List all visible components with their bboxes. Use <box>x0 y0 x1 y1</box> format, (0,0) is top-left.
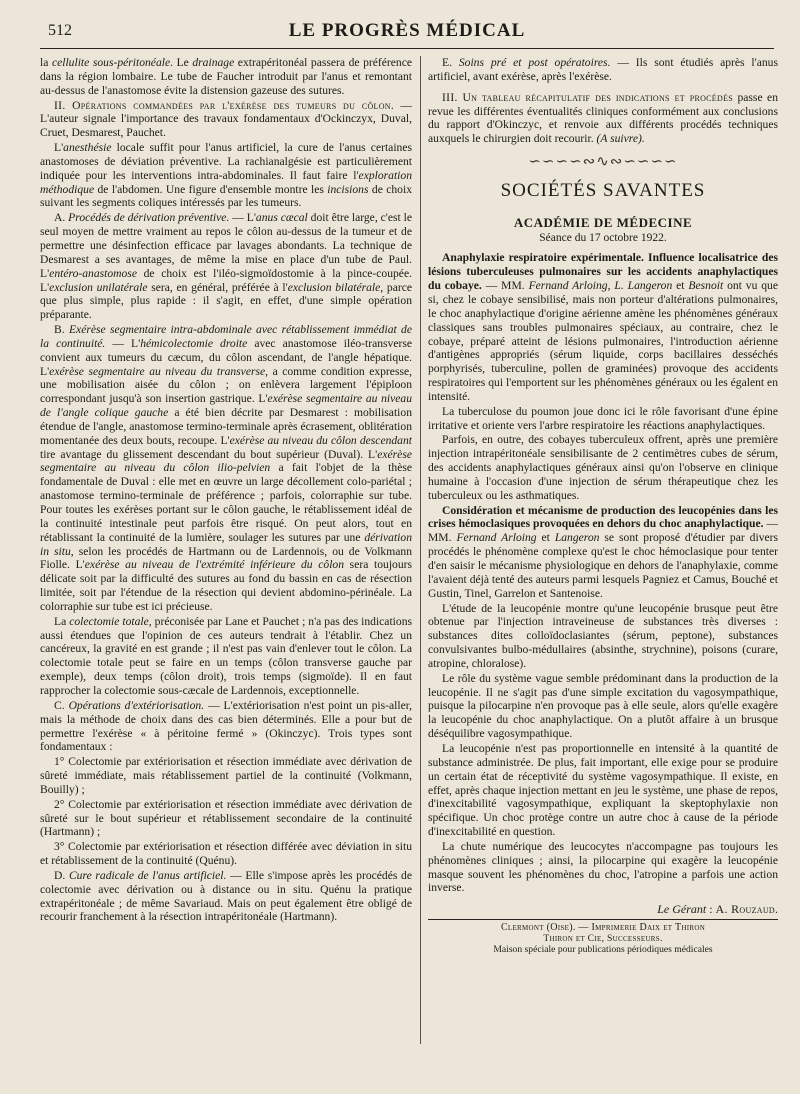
text-run: Cure radicale de l'anus artificiel. <box>68 868 227 882</box>
section-heading: SOCIÉTÉS SAVANTES <box>500 179 706 201</box>
right-column <box>428 56 778 1078</box>
text-run: (A suivre). <box>593 132 645 146</box>
text-run: dérivation in situ <box>40 530 412 558</box>
text-run: Considération et mécanisme de production des leucopénies dans les crises hémoclasiques provoquées en dehors du choc anaphylactique. <box>428 503 778 531</box>
text-run: drainage <box>192 56 235 69</box>
text-run: exérèse segmentaire au niveau de l'angle colique gauche <box>40 392 412 420</box>
text-run: et <box>536 531 555 545</box>
text-run: , <box>607 279 615 293</box>
text-run: E. <box>442 56 459 69</box>
text-run: L. Langeron <box>614 279 673 293</box>
text-run: La tuberculose du poumon joue donc ici le rôle favorisant d'une épine irritative et oriente vers l'arbre respiratoire les réactions anaphylactiques. <box>428 404 778 432</box>
running-title: LE PROGRÈS MÉDICAL <box>288 20 526 41</box>
text-run: Anaphylaxie respiratoire expérimentale. Influence localisatrice des lésions tuberculeuses pulmonaires sur les accidents anaphylactiques du cobaye. <box>428 251 778 293</box>
gerant-name: A. Rouzaud <box>715 902 775 917</box>
right-column-body <box>428 56 778 895</box>
text-run: sera, en général, préférée à l' <box>147 280 288 294</box>
text-run: Soins pré et post opératoires. <box>458 56 611 69</box>
paragraph <box>40 755 412 797</box>
text-run: , préconisée par Lane et Pauchet ; n'a pas des indications aussi étendues que l'opinion de ces auteurs tendrait à l'établir. Chez un cancéreux, la gravité en est grande ; il n'est pas vain d'enlever tout le côlon. La colectomie totale peut se faire en un temps (côlon transverse gauche par exemple), deux temps (côlon droit), trois temps (sigmoïde). Il en faut rapprocher la colectomie sous-cæcale de Lardennois, exceptionnelle. <box>40 614 412 697</box>
left-column <box>40 56 412 1078</box>
paragraph <box>428 840 778 895</box>
text-run: — Ils sont étudiés après l'anus artificiel, avant exérèse, après l'exérèse. <box>428 56 778 83</box>
specialty-line: Maison spéciale pour publications périodiques médicales <box>493 944 713 956</box>
text-run: avec anastomose iléo-transverse convient aux tumeurs du cæcum, du côlon ascendant, de l'angle hépatique. L' <box>40 336 412 378</box>
paragraph <box>428 405 778 433</box>
text-run: Le rôle du système vague semble prédominant dans la production de la leucopénie. Il ne s'agit pas d'une simple excitation du vagosympathique, puisque la pilocarpine n'en provoque pas à elle seule, alors qu'elle exagère la leucopénie du choc anaphylactique. On a plutôt affaire à un brusque déséquilibre vagosympathique. <box>428 671 778 741</box>
text-run: de l'abdomen. Une figure d'ensemble montre les <box>94 182 328 196</box>
paragraph <box>428 56 778 84</box>
text-run: la <box>40 56 52 69</box>
text-run: passe en revue les différentes éventualités cliniques conformément aux conclusions du rapport d'Okinczyc, et renvoie aux différents procédés techniques auxquels le chirurgien doit recourir. <box>428 90 778 146</box>
text-run: A. <box>54 211 69 225</box>
text-run: — L'extériorisation n'est point un pis-aller, mais la méthode de choix dans des cas bien déterminés. Elle a pour but de permettre l'exérèse « à péritoine fermé » (Okinczyc). Trois types sont fondamentaux : <box>40 698 412 754</box>
paragraph <box>40 699 412 754</box>
text-run: anus cæcal <box>255 211 308 225</box>
paragraph <box>428 672 778 741</box>
text-run: , selon les procédés de Hartmann ou de Lardennois, ou de Volkmann Fiolle. L' <box>40 544 412 572</box>
paragraph <box>40 141 412 210</box>
text-run: La <box>54 614 70 628</box>
text-run: exérèse segmentaire au niveau du transverse <box>49 364 266 378</box>
successors-line: Thiron et Cie, Successeurs. <box>543 933 663 945</box>
academy-heading: ACADÉMIE DE MÉDECINE <box>513 214 693 230</box>
text-run: entéro-anastomose <box>49 266 137 280</box>
paragraph <box>40 798 412 840</box>
text-run: — MM. <box>481 279 529 293</box>
text-run: de choix suivant les segments coliques intéressés par les tumeurs. <box>40 182 412 210</box>
text-run: cellulite sous-péritonéale <box>51 56 171 69</box>
text-run: — L' <box>229 211 256 225</box>
text-run: — Elle s'impose après les procédés de colectomie avec dérivation ou à distance ou in situ. Quénu la pratique extrapéritonéale ; de même Savariaud. Mais on peut également être obligé de recourir franchement à la résection intrapéritonéale (Hartmann). <box>40 868 412 924</box>
paragraph <box>428 91 778 146</box>
paragraph <box>428 602 778 671</box>
text-run: exclusion bilatérale <box>287 280 381 294</box>
text-run: , parce que plus simple, plus rapide : il s'agit, en effet, d'une simple opération préparante. <box>40 280 412 322</box>
text-run: 2° Colectomie par extériorisation et résection immédiate avec dérivation de sûreté sur le bout supérieur et rétablissement secondaire de la continuité (Hartmann) ; <box>40 797 412 839</box>
paragraph <box>40 869 412 924</box>
page-number: 512 <box>48 22 72 39</box>
text-run: Procédés de dérivation préventive. <box>68 211 230 225</box>
text-run: exérèse au niveau du côlon descendant <box>229 433 412 447</box>
page-header <box>40 14 774 49</box>
printer-line: Clermont (Oise). — Imprimerie Daix et Thiron <box>500 922 706 934</box>
paragraph <box>428 251 778 403</box>
text-run: sera toujours délicate soit par la difficulté des sutures au fond du bassin en cas de résection limitée, soit par l'étendue de la résection qui devient abdomino-périnéale. La colorraphie sur tube est ici précieuse. <box>40 558 412 613</box>
text-run: se sont proposé d'étudier par divers procédés le phénomène complexe qu'est le choc hémoclasique pour tenter d'en saisir le mécanisme physiologique en dehors de l'anaphylaxie, comme l'avaient déjà tenté des auteurs parmi lesquels Pagniez et Camus, Bouché et Gustin, Tinel, Garrelon et Santenoise. <box>428 531 778 600</box>
gerant-label: Le Gérant <box>657 902 707 917</box>
text-run: Langeron <box>554 531 600 545</box>
text-run: tire avantage du glissement descendant du bout supérieur (Duval). L' <box>40 447 378 461</box>
text-run: Exérèse segmentaire intra-abdominale avec rétablissement immédiat de la continuité. <box>40 323 412 350</box>
text-run: La chute numérique des leucocytes n'accompagne pas toujours les phénomènes cliniques ; ainsi, la pilocarpine qui exagère la leucopénie masque souvent les phénomènes du choc, l'atropine a parfois une action inverse. <box>428 839 778 895</box>
text-run: . Le <box>170 56 193 69</box>
text-run: exploration méthodique <box>40 168 412 196</box>
column-divider <box>420 56 421 1044</box>
text-run: Fernand Arloing <box>528 279 608 293</box>
paragraph <box>40 211 412 322</box>
text-run: et <box>672 279 689 293</box>
text-run: D. <box>54 868 69 882</box>
text-run: exérèse segmentaire au niveau du côlon ilio-pelvien <box>40 447 412 475</box>
text-run: Parfois, en outre, des cobayes tuberculeux offrent, après une première injection intrapéritonéale sensibilisante de 2 centimètres cubes de sérum, des accidents anaphylactiques généraux ainsi qu'on l'observe en clinique humaine à l'occasion d'une injection de sérum thérapeutique chez les tuberculeux ou les asthmatiques. <box>428 433 778 502</box>
paragraph <box>40 840 412 868</box>
text-run: Fernand Arloing <box>456 531 537 545</box>
paragraph <box>428 504 778 601</box>
session-date: Séance du 17 octobre 1922. <box>539 231 667 244</box>
text-run: hémicolectomie droite <box>140 336 248 350</box>
text-run: — MM. <box>428 517 778 545</box>
paragraph <box>40 99 412 141</box>
text-run: — L' <box>105 336 141 350</box>
text-run: incisions <box>327 182 369 196</box>
text-run: colectomie totale <box>69 614 149 628</box>
paragraph <box>428 433 778 502</box>
text-run: ont vu que si, chez le cobaye sensibilisé, mais non porteur d'altérations pulmonaires, le choc anaphylactique d'origine aérienne amène les phénomènes généraux classiques sans troubles pulmonaires spéciaux, au contraire, chez le cobaye, préparé atteint de lésions pulmonaires, l'introduction aérienne d'antigènes appropriés (sérum liquide, corps bacillaires desséchés porphyrisés, tuberculine, pollen de graminées) provoque des accidents respiratoires qui l'emportent sur les phénomènes généraux ou les égalent en intensité. <box>428 279 778 403</box>
text-run: L'étude de la leucopénie montre qu'une leucopénie brusque peut être obtenue par l'injection intraveineuse de substances très diverses : substances dites colloïdoclasiantes (sérum, peptone), substances convulsivantes bulbo-médullaires (absinthe, strychnine), poisons (curare, atropine, chloralose). <box>428 601 778 670</box>
paragraph <box>40 323 412 614</box>
text-run: — L'auteur signale l'importance des travaux fondamentaux d'Ockinczyx, Duval, Cruet, Desmarest, Pauchet. <box>40 98 412 140</box>
text-run: a été bien décrite par Desmarest : mobilisation étendue de l'angle, anastomose termino-terminale après écrasement, oblitération momentanée des deux bouts, recoupe. L' <box>40 406 412 447</box>
text-run: , a comme condition expresse, une mobilisation aisée du côlon ; on enlèvera largement l'épiploon correspondant jusqu'à son insertion gastrique. L' <box>40 364 412 406</box>
text-run: locale suffit pour l'anus artificiel, la cure de l'anus certaines anastomoses de déviation préventive. La rachianalgésie est particulièrement indiquée pour les interventions intra-abdominales. Il faut faire l' <box>40 141 412 182</box>
text-run: B. <box>54 323 69 337</box>
text-run: extrapéritonéal passera de préférence dans la région lombaire. Le tube de Faucher introduit par l'anus et remontant au-dessus de l'anastomose évite la distension gazeuse des sutures. <box>40 56 412 97</box>
text-run: Opérations d'extériorisation. <box>68 698 205 712</box>
text-run: III. Un tableau récapitulatif des indications et procédés <box>442 90 734 104</box>
paragraph <box>40 56 412 98</box>
text-run: exclusion unilatérale <box>49 280 148 294</box>
text-run: 3° Colectomie par extériorisation et résection différée avec déviation in situ et rétablissement de la continuité (Quénu). <box>40 840 412 868</box>
text-run: anesthésie <box>63 141 112 155</box>
text-run: exérèse au niveau de l'extrémité inférieure du côlon <box>84 558 345 572</box>
text-run: La leucopénie n'est pas proportionnelle en intensité à la quantité de substance administrée. De plus, fait important, elle exige pour se produire un certain état de réceptivité du système vagosympathique. Il existe, en effet, après chaque injection mettant en jeu le système, une phase de repos, d'inexcitabilité vagosympathique, expliquant la skeptophylaxie non spécifique. Un choc protège contre un autre choc à cause de la période d'inexcitabilité en question. <box>428 741 778 839</box>
printer-imprint <box>428 922 778 955</box>
text-run: Besnoit <box>688 279 724 293</box>
text-run: a fait l'objet de la thèse fondamentale de Duval : elle met en œuvre un large décollement colo-pariétal ; anastomose termino-terminale de préférence ; parfois, colorraphie sur tube. Pour toutes les exérèses portant sur le côlon gauche, le rétablissement idéal de la continuité intestinale peut parfois être risqué. On peut alors, tout en rétablissant la continuité de la lumière, soulager les sutures par une <box>40 461 412 544</box>
paragraph <box>428 742 778 839</box>
paragraph <box>40 615 412 698</box>
text-run: doit être large, c'est le seul moyen de mettre vraiment au repos le côlon au-dessus de la tumeur et de permettre une désinfection efficace par lavages abondants. La technique de Desmarest a ses avantages, de même la mise en place d'un tube de Paul. L' <box>40 211 412 280</box>
text-run: C. <box>54 698 69 712</box>
text-run: II. Opérations commandées par l'exérèse des tumeurs du côlon. <box>54 98 395 112</box>
gerant-line: Le Gérant : A. Rouzaud. <box>428 901 778 920</box>
text-run: 1° Colectomie par extériorisation et résection immédiate avec dérivation de sûreté immédiate, mais rétablissement partiel de la continuité (Volkmann, Bouilly) ; <box>40 755 412 796</box>
text-run: de choix est l'iléo-sigmoïdostomie à la pince-coupée. L' <box>40 266 412 294</box>
text-run: L' <box>54 141 64 155</box>
decorative-ornament: ∽∽∽∽∾∿∾∽∽∽∽ <box>528 154 678 171</box>
